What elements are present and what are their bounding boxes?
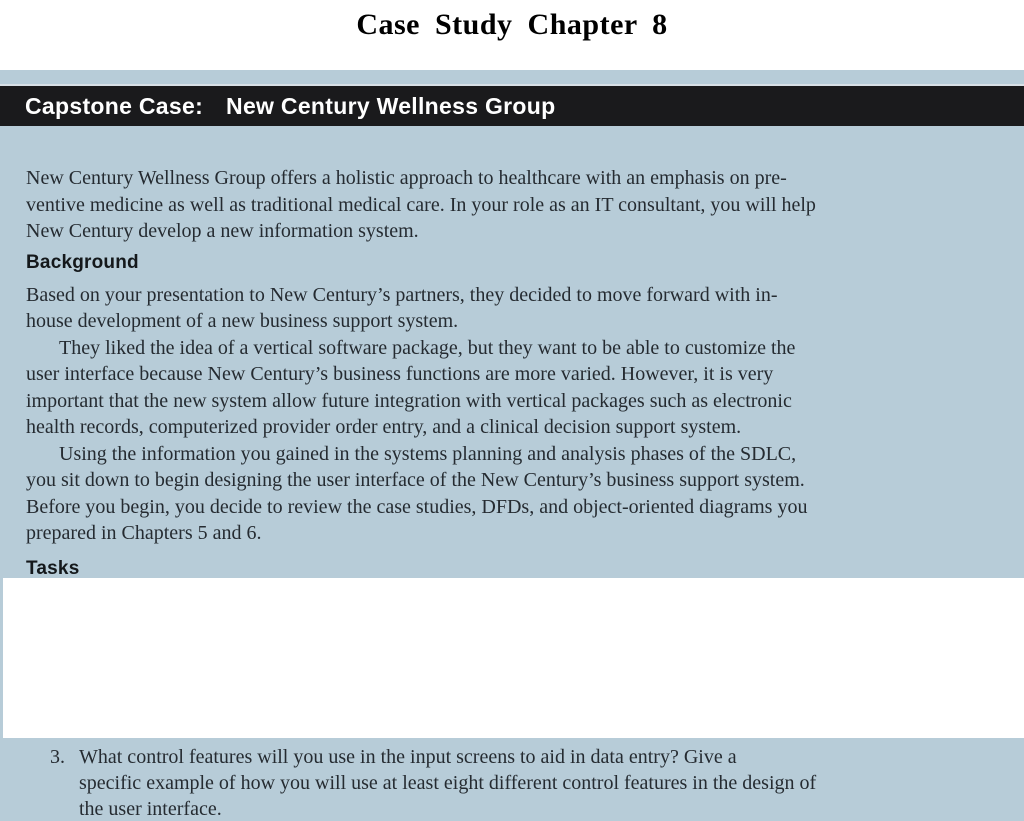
task-number: 3. <box>50 746 65 768</box>
capstone-bar <box>0 84 1024 126</box>
tasks-heading: Tasks <box>26 557 80 579</box>
background-heading: Background <box>26 251 139 273</box>
background-paragraph-1: Based on your presentation to New Century’s partners, they decided to move forward with in- house development of a new business support system. <box>26 283 778 332</box>
task-text: What control features will you use in the input screens to aid in data entry? Give a specific example of how you will use at least eight different control features in the design of the user interface. <box>79 746 817 820</box>
background-paragraph-2: They liked the idea of a vertical software package, but they want to be able to customize the user interface because New Century’s business functions are more varied. However, it is very important that the new system allow future integration with vertical packages such as electronic health records, computerized provider order entry, and a clinical decision support system. <box>26 336 796 438</box>
capstone-bar-label: Capstone Case: <box>25 92 204 119</box>
page-title: Case Study Chapter 8 <box>356 8 668 41</box>
case-body <box>26 165 998 581</box>
capstone-bar-title: New Century Wellness Group <box>226 92 556 119</box>
task-item-3 <box>26 744 998 821</box>
blank-tasks-box <box>3 578 1024 738</box>
background-paragraph-3: Using the information you gained in the systems planning and analysis phases of the SDLC, you sit down to begin designing the user interface of the New Century’s business support system. Before you begin, you decide to review the case studies, DFDs, and object-oriented diagrams you prepared in Chapters 5 and 6. <box>26 442 808 544</box>
intro-paragraph: New Century Wellness Group offers a holistic approach to healthcare with an emphasis on pre- ventive medicine as well as traditional medical care. In your role as an IT consultant, you will help New Century develop a new information system. <box>26 167 816 242</box>
